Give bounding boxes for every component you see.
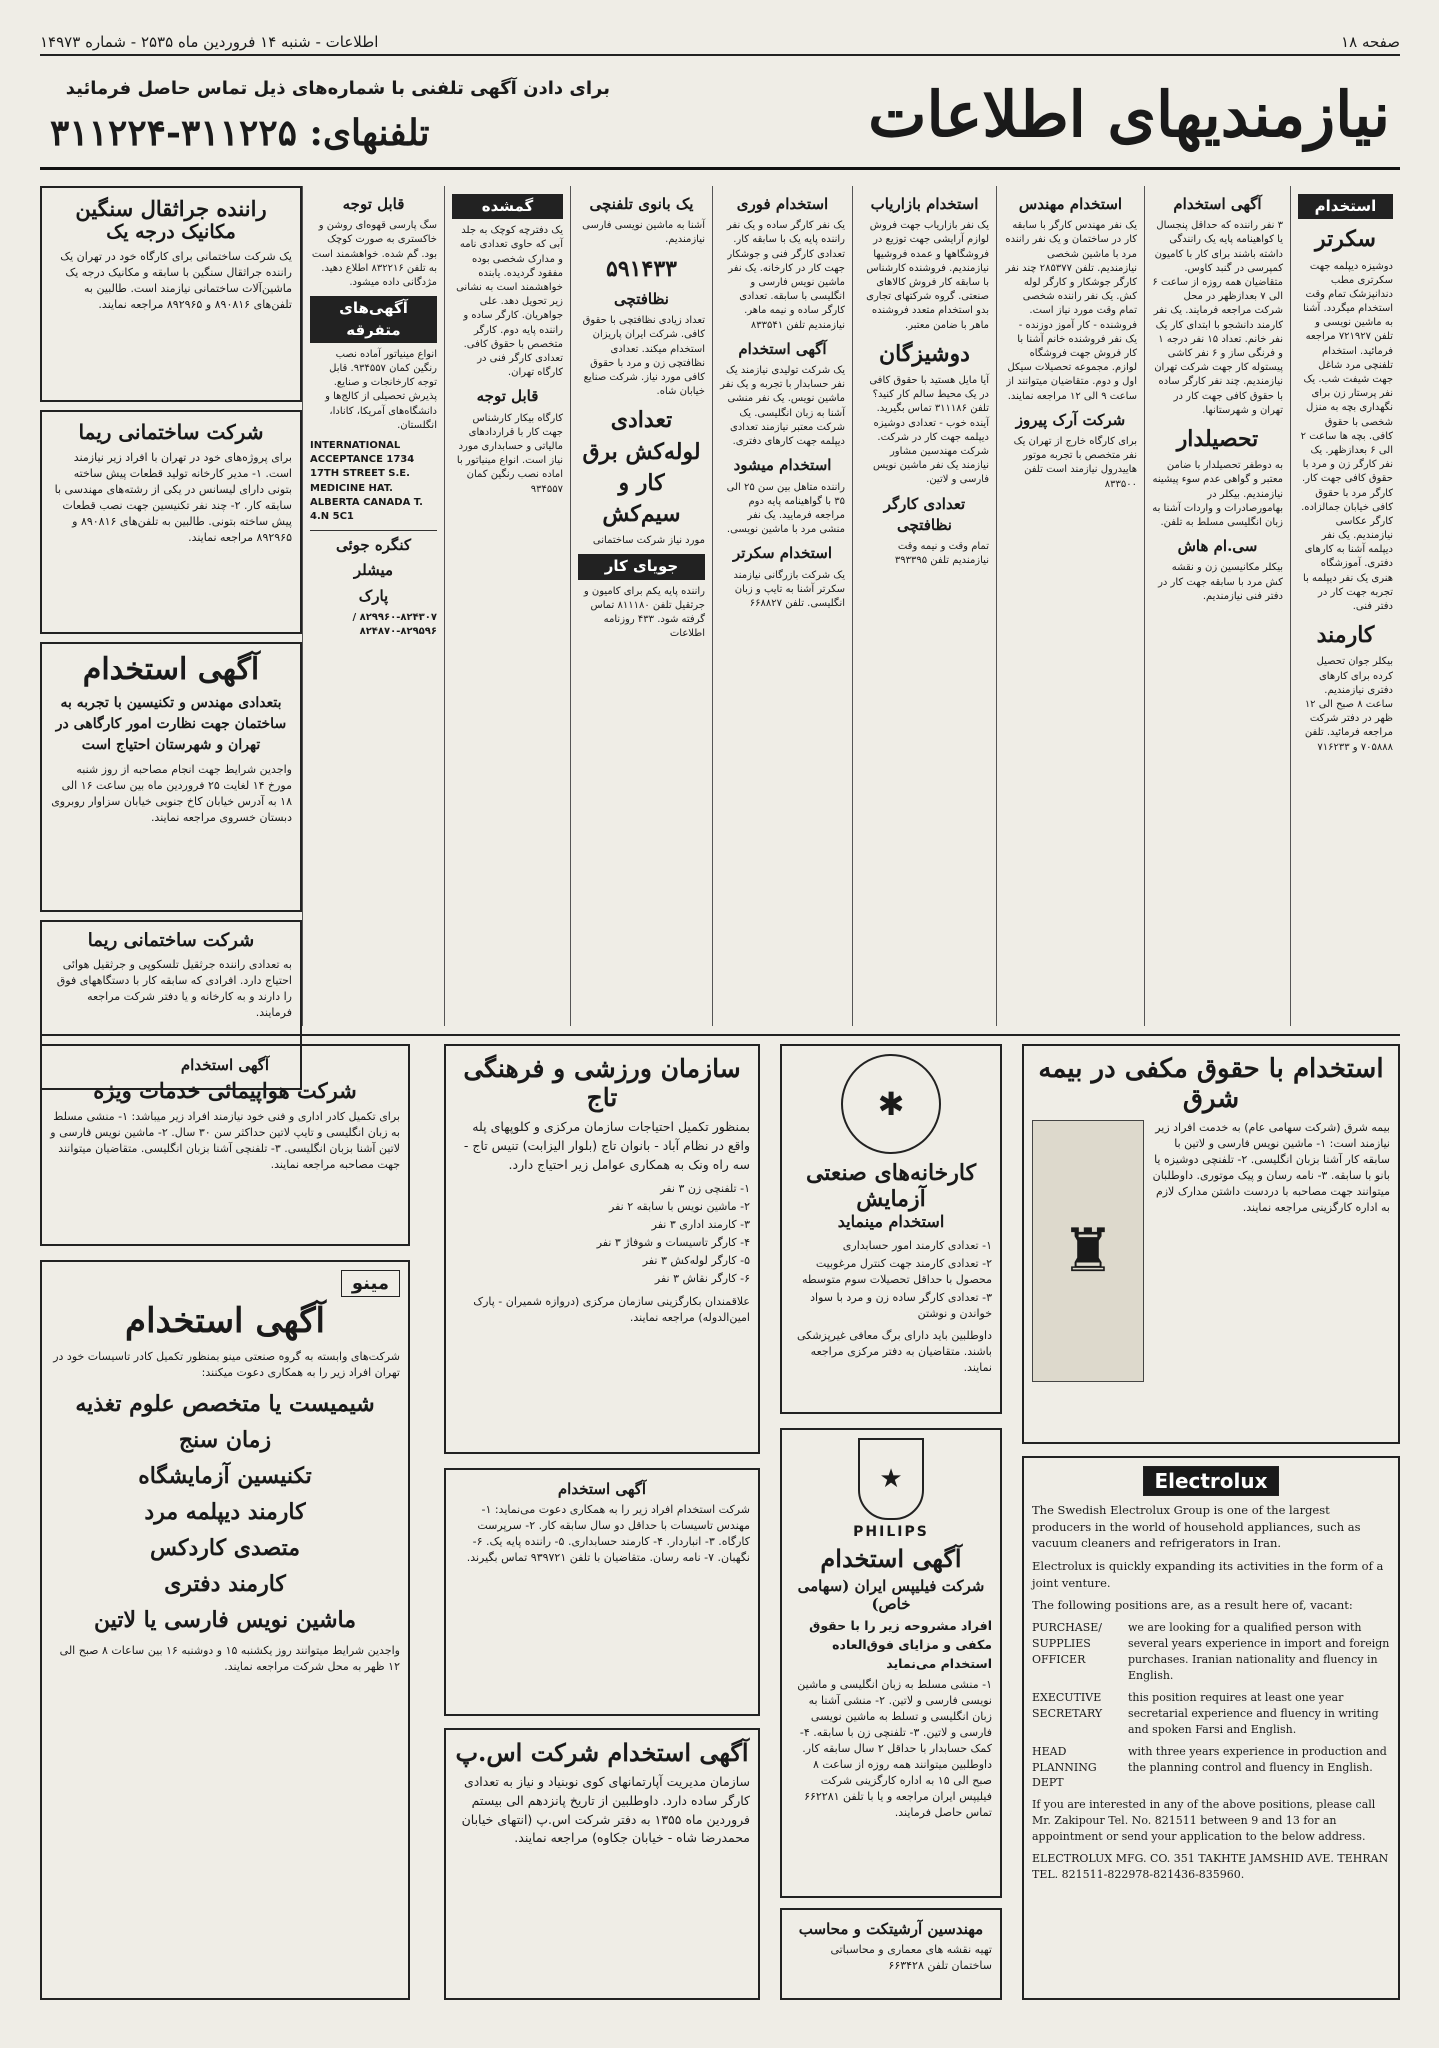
col6-title2: نظافتچی: [614, 289, 669, 308]
col1-title: سکرتر: [1315, 226, 1376, 253]
col2-title3: سی.ام هاش: [1177, 537, 1258, 556]
position-row: [1032, 1744, 1390, 1792]
e1-role: تکنیسین آزمایشگاه: [138, 1462, 312, 1489]
ad-crane-driver: [40, 186, 302, 402]
col6-body2: تعداد زیادی نظافتچی با حقوق کافی. شرکت ایران پاریزان استخدام میکند. تعدادی نظافتچی زن و مرد با حقوق کافی مورد نیاز. شرکت صنایع خیابان شاه.: [582, 315, 705, 398]
masthead-phones: [50, 112, 430, 154]
h1-p2: Electrolux is quickly expanding its activities in the form of a joint venture.: [1032, 1559, 1384, 1590]
c1-footer: داوطلبین باید دارای برگ معافی غیرپزشکی باشند. متقاضیان به دفتر مرکزی مراجعه نمایند.: [796, 1328, 992, 1374]
col3-heading: استخدام مهندس: [1018, 195, 1123, 213]
col2-body2: به دوطفر تحصیلدار با ضامن معتبر و گواهی عدم سوء پیشینه نیازمندیم. بیکلر در بهامورصادرات و واردات آشنا به زبان انگلیسی مسلط به تلفن.: [1152, 460, 1283, 528]
col4-heading: استخدام بازاریاب: [870, 195, 979, 213]
col6-title3: تعدادی لوله‌کش برق کار و سیم‌کش: [582, 407, 701, 528]
h1-intro: The Swedish Electrolux Group is one of the largest producers in the world of household appliances, such as vacuum cleaners and refrigerators in Iran.: [1032, 1503, 1361, 1551]
f2-body: سازمان مدیریت آپارتمانهای کوی نوبنیاد و نیاز به تعدادی کارگر ساده دارد. داوطلبین از تاریخ پانزدهم الی بیستم فروردین ماه ۱۳۵۵ به دفتر شرکت اس.پ (انتهای خیابان محمدرضا شاه - خیابان جکاوه) مراجعه نمایند.: [461, 1774, 750, 1846]
column-7: [444, 186, 570, 1026]
minoo-logo: مینو: [341, 1270, 400, 1297]
col8-address-en: INTERNATIONAL ACCEPTANCE 1734 17TH STREET S.E. MEDICINE HAT. ALBERTA CANADA T. 4.N 5C1: [310, 439, 423, 522]
philips-shield-icon: ★: [858, 1438, 924, 1520]
position-desc: we are looking for a qualified person with several years experience in import and foreign purchases. Iranian nationality and fluency in English.: [1128, 1621, 1390, 1682]
ad-bimeh-shargh: [1022, 1044, 1400, 1444]
col6-body: آشنا به ماشین نویسی فارسی نیازمندیم.: [582, 220, 705, 246]
f1-title: آگهی استخدام: [557, 1480, 647, 1498]
ad-special-airline: [40, 1044, 410, 1246]
col6-phone: ۵۹۱۴۳۳: [606, 255, 677, 282]
issue-line: اطلاعات - شنبه ۱۴ فروردین ماه ۲۵۳۵ - شماره ۱۴۹۷۳: [40, 33, 379, 51]
col8-phones: ۸۲۹۹۶۰-۸۲۴۳۰۷ / ۸۲۴۸۷۰-۸۲۹۵۹۶: [352, 611, 437, 638]
ad2-body: برای پروژه‌های خود در تهران با افراد زیر نیازمند است. ۱- مدیر کارخانه تولید قطعات پیش ساخته بتونی دارای لیسانس در یکی از رشته‌های مهندسی با سابقه کار. ۲- چند نفر تکنیسین جهت نصب قطعات پیش ساخته بتونی. طالبین به تلفن‌های ۸۹۰۸۱۶ و ۸۹۲۹۶۵ مراجعه نمایند.: [54, 451, 292, 544]
col8-title2: آگهی‌های متفرقه: [310, 296, 437, 343]
col5-title3: استخدام میشود: [733, 456, 832, 475]
column-3: [996, 186, 1144, 1026]
e1-role: کارمند دفتری: [164, 1570, 286, 1597]
col8-body: سگ پارسی قهوه‌ای روشن و خاکستری به صورت کوچک بود. گم شده. خواهشمند است به تلفن ۸۳۲۲۱۶ اطلاع دهید. مژدگانی داده میشود.: [311, 220, 437, 289]
e1-roles: [50, 1391, 400, 1633]
col4-body: یک نفر بازاریاب جهت فروش لوازم آرایشی جهت توزیع در فروشگاهها و عمده فروشیها نیازمندیم. فروشنده کارشناس با سابقه کار فروش کالاهای صنعتی. گروه شرکتهای تجاری بدو استخدام متعدد فروشنده ماهر با ضامن معتبر.: [866, 220, 989, 331]
e1-role: شیمیست یا متخصص علوم تغذیه: [75, 1390, 375, 1417]
col1-body: دوشیزه دیپلمه جهت سکرتری مطب دندانپزشک تمام وقت استخدام میگردد. آشنا به ماشین نویسی و تلفن ۷۲۱۹۲۷ مراجعه فرمائید. استخدام تلفنچی مرد شاغل جهت شیفت شب. یک نفر پرستار زن برای نگهداری بچه به منزل شخصی با حقوق کافی. بچه ها ساعت ۲ الی ۶ بعدازظهر. یک نفر کارگر زن و مرد با حقوق کافی جهت کار. کارگر مرد با حقوق کافی خیابان جمالزاده. کارگر عکاسی نیازمندیم. یک نفر دیپلمه آشنا به کارهای دفتری. آموزشگاه هنری یک نفر دیپلمه با تجربه جهت کار در دفتر فنی.: [1300, 260, 1393, 613]
e1-title: آگهی استخدام: [125, 1301, 325, 1341]
c1-list-item: ۳- تعدادی کارگر ساده زن و مرد با سواد خواندن و نوشتن: [810, 1290, 992, 1320]
column-9: [40, 186, 302, 1026]
azmayesh-emblem-icon: ✱: [841, 1054, 941, 1154]
b1-list: [454, 1180, 750, 1288]
col5-body: یک نفر کارگر ساده و یک نفر راننده پایه یک با سابقه کار. تعدادی کارگر فنی و جوشکار جهت کار در کارخانه. یک نفر ماشین نویس فارسی و انگلیسی با سابقه. تعدادی کارگر ساده و نیمه ماهر. نیازمندیم تلفن ۸۳۳۵۴۱: [726, 220, 845, 331]
philips-brand: PHILIPS: [853, 1524, 929, 1540]
d1-body: بیمه شرق (شرکت سهامی عام) به خدمت افراد زیر نیازمند است: ۱- ماشین نویس فارسی و لاتین با سابقه کار آشنا بزبان انگلیسی. ۲- تلفنچی دوشیزه یا بانو با سابقه. ۳- نامه رسان و پیک موتوری. داوطلبان میتوانند جهت مصاحبه با دردست داشتن مدارک لازم به اداره کارگزینی مراجعه نمایند.: [1152, 1121, 1390, 1214]
a1-heading: آگهی استخدام: [180, 1056, 270, 1074]
column-6: [570, 186, 712, 1026]
masthead: [40, 60, 1400, 170]
c1-title: کارخانه‌های صنعتی آزمایش: [805, 1160, 977, 1212]
col1-title2: کارمند: [1316, 622, 1375, 649]
h1-p3: The following positions are, as a result here of, vacant:: [1032, 1598, 1353, 1613]
col4-body2: آیا مایل هستید با حقوق کافی در یک محیط سالم کار کنید؟ تلفن ۳۱۱۱۸۶ تماس بگیرید. آینده خوب - تعدادی دوشیزه دیپلمه جهت کار در شرکت. شرکت مهندسین مشاور نیازمند یک نفر ماشین نویس فارسی و لاتین.: [869, 375, 989, 486]
column-8: [302, 186, 444, 1026]
e1-role: ماشین نویس فارسی یا لاتین: [93, 1606, 357, 1633]
col6-heading: یک بانوی تلفنچی: [589, 195, 694, 213]
b1-footer: علاقمندان بکارگزینی سازمان مرکزی (دروازه شمیران - پارک امین‌الدوله) مراجعه نمایند.: [473, 1294, 750, 1324]
col5-heading: استخدام فوری: [736, 195, 829, 213]
col1-heading: استخدام: [1298, 194, 1393, 219]
ad3-title: آگهی استخدام: [82, 652, 260, 687]
col6-body3: مورد نیاز شرکت ساختمانی: [592, 535, 705, 547]
col2-heading: آگهی استخدام: [1173, 195, 1262, 213]
b1-body: بمنظور تکمیل احتیاجات سازمان مرکزی و کلوپهای پله واقع در نظام آباد - بانوان تاج (بلوار الیزابت) تنیس تاج - سه راه ونک به همکاری عوامل زیر احتیاج دارد.: [463, 1119, 750, 1172]
column-1: [1290, 186, 1400, 1026]
g1-title: آگهی استخدام: [820, 1544, 962, 1573]
ad3-body: بتعدادی مهندس و تکنیسین با تجربه به ساختمان جهت نظارت امور کارگاهی در تهران و شهرستان احتیاج است: [55, 695, 287, 753]
electrolux-logo: [1032, 1466, 1390, 1496]
masthead-contact-note: برای دادن آگهی تلفنی با شماره‌های ذیل تماس حاصل فرمائید: [65, 78, 610, 99]
h1-positions: [1032, 1620, 1390, 1791]
col2-body3: بیکلر مکانیسین زن و نقشه کش مرد با سابقه جهت کار در دفتر فنی نیازمندیم.: [1158, 562, 1283, 602]
col8-separator: [310, 530, 437, 531]
ad-employment-f1: [444, 1468, 760, 1716]
ad-rima-1: [40, 410, 302, 634]
col4-title3: تعدادی کارگر نظافتچی: [883, 494, 966, 534]
e1-role: کارمند دیپلمه مرد: [144, 1498, 306, 1525]
phones-label: تلفنهای:: [309, 112, 430, 154]
c1-subtitle: استخدام مینماید: [837, 1212, 945, 1231]
b1-list-item: ۱- تلفنچی زن ۳ نفر: [660, 1182, 750, 1196]
ad3-detail: واجدین شرایط جهت انجام مصاحبه از روز شنبه مورخ ۱۴ لغایت ۲۵ فروردین ماه بین ساعت ۱۶ الی ۱۸ به آدرس خیابان کاخ جنوبی خیابان سزاوار روبروی دبستان خسروی مراجعه نمایند.: [51, 763, 292, 824]
folio-bar: [40, 30, 1400, 56]
ad4-body: به تعدادی راننده جرثقیل تلسکوپی و جرثقیل هوائی احتیاج دارد. افرادی که سابقه کار با دستگاههای فوق را دارند و به کارخانه و یا دفتر شرکت مراجعه فرمایند.: [56, 958, 292, 1019]
ad-engineers: [40, 642, 302, 912]
column-5: [712, 186, 852, 1026]
col3-body2: برای کارگاه خارج از تهران یک نفر متخصص با تجربه موتور هاییدرول نیازمند است تلفن ۸۳۳۵۰۰: [1013, 436, 1137, 490]
h1-footer: If you are interested in any of the above positions, please call Mr. Zakipour Tel. No. 821511 between 9 and 13 for an appointment or send your application to the below address.: [1032, 1798, 1376, 1844]
b1-title: سازمان ورزشی و فرهنگی تاج: [463, 1054, 741, 1112]
ad1-body: یک شرکت ساختمانی برای کارگاه خود در تهران یک راننده جراثقال سنگین با سابقه و مکانیک درجه یک ماشین‌آلات ساختمانی نیازمند است. طالبین به تلفن‌های ۸۹۰۸۱۶ و ۸۹۲۹۶۵ مراجعه نمایند.: [60, 250, 292, 311]
col5-body4: یک شرکت بازرگانی نیازمند سکرتر آشنا به تایپ و زبان انگلیسی. تلفن ۶۶۸۸۲۷: [733, 569, 845, 609]
e1-role: متصدی کاردکس: [149, 1534, 301, 1561]
position-row: [1032, 1620, 1390, 1684]
col2-title2: تحصیلدار: [1176, 425, 1259, 452]
ad-azmayesh: [780, 1044, 1002, 1414]
col5-title4: استخدام سکرتر: [732, 544, 833, 563]
col8-body2: انواع مینیاتور آماده نصب رنگین کمان ۹۳۴۵۵۷. قابل توجه کارخانجات و صنایع. پذیرش تحصیلی از کالج‌ها و دانشگاه‌های آمریکا، کانادا، انگلستان.: [325, 348, 437, 431]
d1-title: استخدام با حقوق مکفی در بیمه شرق: [1038, 1054, 1384, 1114]
b1-list-item: ۵- کارگر لوله‌کش ۳ نفر: [642, 1254, 750, 1267]
phones-numbers: ۳۱۱۲۲۵-۳۱۱۲۲۴: [50, 112, 297, 154]
ad-minoo: [40, 1260, 410, 2000]
g2-body: تهیه نقشه های معماری و محاسباتی ساختمان تلفن ۶۶۳۴۲۸: [830, 1943, 992, 1972]
position-role: HEAD PLANNING DEPT: [1032, 1744, 1097, 1790]
e1-footer: واجدین شرایط میتوانند روز یکشنبه ۱۵ و دوشنبه ۱۶ بین ساعات ۸ صبح الی ۱۲ ظهر به محل شرکت مراجعه نمایند.: [59, 1643, 400, 1673]
position-desc: this position requires at least one year secretarial experience and fluency in writing and spoken Farsi and English.: [1128, 1690, 1379, 1736]
c1-list: [790, 1237, 992, 1323]
b1-list-item: ۳- کارمند اداری ۳ نفر: [651, 1218, 750, 1232]
ad-philips: [780, 1428, 1002, 1898]
b1-list-item: ۴- کارگر تاسیسات و شوفاژ ۳ نفر: [596, 1236, 750, 1250]
position-row: [1032, 1690, 1390, 1738]
col2-body: ۳ نفر راننده که حداقل پنجسال یا کواهینامه پایه یک رانندگی داشته باشند برای کار با کامیون کمپرسی در گنبد کاوس. متقاضیان همه روزه از ساعت ۶ الی ۷ بعدازظهر در محل شرکت مراجعه فرمایند. یک نفر کارمند دانشجو با ابتدای کار یک نفر خانم. تعداد ۱۵ نفر درجه ۱ و فرنگی ساز و ۶ نفر کاشی پیستوله کار جهت شرکت تهران نیازمندیم. چند نفر کارگر ساده با حقوق کافی جهت کار در تهران و شهرستانها.: [1152, 220, 1283, 416]
col1-body2: بیکلر جوان تحصیل کرده برای کارهای دفتری نیازمندیم. ساعت ۸ صبح الی ۱۲ ظهر در دفتر شرکت مراجعه فرمائید. تلفن ۷۰۵۸۸۸ و ۷۱۶۲۳۳: [1304, 656, 1393, 753]
a1-body: برای تکمیل کادر اداری و فنی خود نیازمند افراد زیر میباشد: ۱- منشی مسلط به زبان انگلیسی و تایپ لاتین حداکثر سن ۳۰ سال. ۲- ماشین نویس فارسی و لاتین آشنا بزبان انگلیسی. ۳- تلفنچی آشنا بزبان انگلیسی. متقاضیان میتوانند جهت مصاحبه مراجعه نمایند.: [50, 1110, 400, 1171]
col8-brand: کنگره جوئی: [335, 536, 411, 555]
ad1-title: راننده جراثقال سنگین: [75, 196, 267, 221]
h1-address: ELECTROLUX MFG. CO. 351 TAKHTE JAMSHID AVE. TEHRAN: [1032, 1852, 1389, 1866]
position-role: EXECUTIVE SECRETARY: [1032, 1690, 1103, 1720]
col6-title4: جویای کار: [578, 554, 705, 579]
ad-electrolux: [1022, 1456, 1400, 2000]
col4-title2: دوشیزگان: [879, 340, 970, 367]
col8-brand2: میشلر: [353, 561, 394, 580]
masthead-title: نیازمندیهای اطلاعات: [868, 78, 1390, 151]
g1-intro: افراد مشروحه زیر را با حقوق مکفی و مزایای فوق‌العاده استخدام می‌نماید: [809, 1618, 992, 1671]
e1-intro: شرکت‌های وابسته به گروه صنعتی مینو بمنظور تکمیل کادر تاسیسات خود در تهران افراد زیر را به همکاری دعوت میکنند:: [53, 1350, 400, 1379]
col6-body4: راننده پایه یکم برای کامیون و جرثقیل تلفن ۸۱۱۱۸۰ تماس گرفته شود. ۴۳۳ روزنامه اطلاعات: [583, 585, 705, 640]
persian-soldier-illustration-icon: ♜: [1032, 1120, 1144, 1382]
c1-list-item: ۱- تعدادی کارمند امور حسابداری: [842, 1239, 992, 1252]
ad-architects: [780, 1908, 1002, 2000]
f2-title: آگهی استخدام شرکت اس.پ: [455, 1738, 749, 1767]
g2-title: مهندسین آرشیتکت و محاسب: [798, 1920, 984, 1938]
col5-body2: یک شرکت تولیدی نیازمند یک نفر حسابدار با تجربه و یک نفر ماشین نویس. یک نفر منشی آشنا به زبان انگلیسی. یک شرکت معتبر نیازمند تعدادی دیپلمه جهت کارهای دفتری.: [720, 365, 845, 448]
col4-body3: تمام وقت و نیمه وقت نیازمندیم تلفن ۳۹۳۳۹۵: [894, 541, 989, 567]
f1-body: شرکت استخدام افراد زیر را به همکاری دعوت می‌نماید: ۱- مهندس تاسیسات با حداقل دو سال سابقه کار. ۲- سرپرست کارگاه. ۳- انباردار. ۴- کارمند حسابداری. ۵- راننده پایه یک. ۶- نگهبان. ۷- نامه رسان. متقاضیان با تلفن ۹۳۹۷۲۱ تماس بگیرند.: [466, 1503, 750, 1564]
col8-brand3: پارک: [358, 586, 389, 605]
column-2: [1144, 186, 1290, 1026]
ad-taj-sports: [444, 1044, 760, 1454]
c1-list-item: ۲- تعدادی کارمند جهت کنترل مرغوبیت محصول با حداقل تحصیلات سوم متوسطه: [801, 1256, 992, 1286]
b1-list-item: ۲- ماشین نویس با سابقه ۲ نفر: [609, 1200, 750, 1214]
col7-heading: گمشده: [452, 194, 563, 219]
e1-role: زمان سنج: [178, 1426, 272, 1453]
position-desc: with three years experience in production and the planning control and fluency in English.: [1128, 1744, 1387, 1774]
col7-title2: قابل توجه: [476, 387, 539, 406]
b1-list-item: ۶- کارگر نقاش ۳ نفر: [654, 1271, 750, 1285]
col7-body: یک دفترچه کوچک به جلد آبی که حاوی تعدادی نامه و مدارک شخصی بوده مفقود گردیده. یابنده خواهشمند است به نشانی زیر تحویل دهد. علی جواهریان. کارگر ساده و راننده پایه دوم. کارگر متخصص با حقوق کافی. تعدادی کارگر فنی در کارگاه تهران.: [456, 225, 563, 379]
ad4-title: شرکت ساختمانی ریما: [87, 930, 255, 951]
col7-body2: کارگاه بیکار کارشناس جهت کار با قراردادهای مالیاتی و حسابداری مورد نیاز است. انواع مینیاتور با اماده نصب رنگین کمان ۹۳۴۵۵۷: [456, 412, 563, 495]
electrolux-brand: Electrolux: [1143, 1466, 1278, 1496]
page-number: صفحه ۱۸: [1341, 33, 1400, 51]
d1-content: [1032, 1120, 1390, 1382]
position-role: PURCHASE/ SUPPLIES OFFICER: [1032, 1621, 1102, 1666]
h1-tel: TEL. 821511-822978-821436-835960.: [1032, 1868, 1245, 1882]
g1-body: ۱- منشی مسلط به زبان انگلیسی و ماشین نویسی فارسی و لاتین. ۲- منشی آشنا به زبان انگلیسی و تسلط به ماشین نویسی فارسی و لاتین. ۳- تلفنچی زن با سابقه. ۴- کمک حسابدار با حداقل ۲ سال سابقه کار. داوطلبین میتوانند همه روزه از ساعت ۸ صبح الی ۱۵ به اداره کارگزینی شرکت فیلیپس ایران مراجعه و یا با تلفن ۶۶۲۲۸۱ تماس حاصل فرمایند.: [797, 1678, 992, 1819]
ad1-subtitle: مکانیک درجه یک: [106, 221, 236, 243]
col3-body: یک نفر مهندس کارگر با سابقه کار در ساختمان و یک نفر راننده مرد با ماشین شخصی نیازمندیم. تلفن ۲۸۵۳۷۷ چند نفر کارگر جوشکار و کارگر لوله کش. یک نفر راننده شخصی تمام وقت مورد نیاز است. فروشنده - کار آموز دوزنده - یک نفر فروشنده خانم آشنا با کار فروش جهت فروشگاه لوازم. مجموعه تحصیلات سیکل اول و دوم. متقاضیان میتوانند از ساعت ۹ الی ۱۲ مراجعه نمایند.: [1005, 220, 1137, 402]
col3-title2: شرکت آرک پیروز: [1015, 410, 1126, 429]
col5-title2: آگهی استخدام: [738, 339, 827, 358]
col8-heading: قابل توجه: [342, 195, 405, 213]
col5-body3: راننده متاهل بین سن ۲۵ الی ۳۵ با گواهینامه پایه دوم مراجعه فرمایید. یک نفر منشی مرد با ماشین نویسی.: [726, 481, 845, 536]
ad-sp-company: [444, 1728, 760, 2000]
ad2-title: شرکت ساختمانی ریما: [78, 420, 264, 444]
g1-subtitle: شرکت فیلیپس ایران (سهامی خاص): [797, 1577, 985, 1613]
column-4: [852, 186, 996, 1026]
a1-title: شرکت هواپیمائی خدمات ویژه: [93, 1078, 357, 1103]
section-divider: [40, 1034, 1400, 1036]
